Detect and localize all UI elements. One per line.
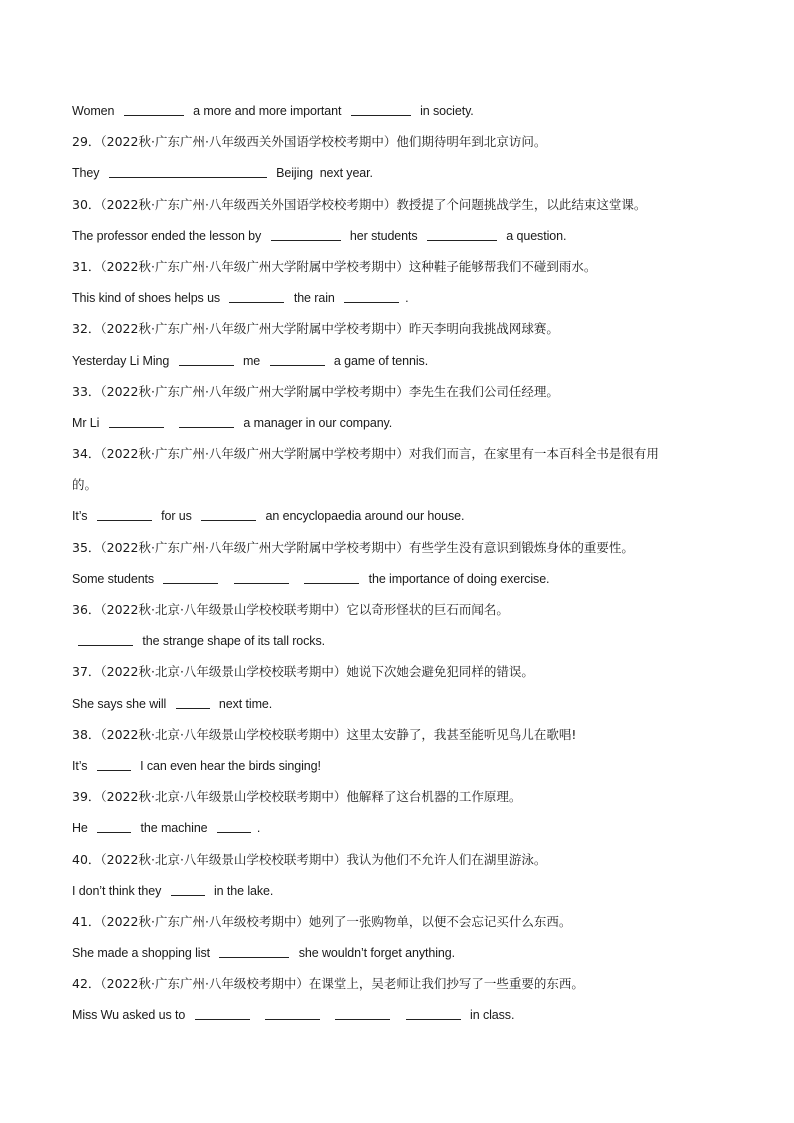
answer-blank[interactable] bbox=[109, 164, 267, 178]
sentence-fragment bbox=[295, 570, 298, 588]
sentence-fragment: She says she will bbox=[72, 696, 170, 711]
question-text: 39．（2022秋·北京·八年级景山学校校联考期中）他解释了这台机器的工作原理。 bbox=[72, 789, 522, 805]
sentence-fragment: a question. bbox=[502, 228, 567, 243]
sentence-fragment: an encyclopaedia around our house. bbox=[262, 509, 465, 524]
answer-blank[interactable] bbox=[201, 507, 256, 521]
answer-blank[interactable] bbox=[344, 289, 399, 303]
question-text: 29．（2022秋·广东广州·八年级西关外国语学校校考期中）他们期待明年到北京访问。 bbox=[72, 134, 547, 150]
sentence-fragment: a manager in our company. bbox=[240, 415, 393, 430]
question-text: 32．（2022秋·广东广州·八年级广州大学附属中学校考期中）昨天李明向我挑战网球赛。 bbox=[72, 321, 559, 337]
question-prompt bbox=[72, 133, 732, 164]
sentence-fragment: a more and more important bbox=[189, 104, 345, 118]
sentence-fragment bbox=[170, 414, 173, 432]
sentence-fragment: next time. bbox=[215, 696, 273, 711]
answer-blank[interactable] bbox=[217, 819, 251, 833]
sentence-fragment: It’s bbox=[72, 758, 91, 773]
sentence-fragment bbox=[326, 1006, 329, 1024]
question-prompt bbox=[72, 258, 732, 289]
sentence-fragment: He bbox=[72, 821, 92, 836]
question-text: 33．（2022秋·广东广州·八年级广州大学附属中学校考期中）李先生在我们公司任经理。 bbox=[72, 383, 559, 399]
sentence-fragment: in class. bbox=[466, 1008, 515, 1023]
sentence-fragment: Mr Li bbox=[72, 415, 103, 430]
answer-blank[interactable] bbox=[265, 1006, 320, 1020]
question-text: 34．（2022秋·广东广州·八年级广州大学附属中学校考期中）对我们而言，在家里有一本百科全书是很有用 bbox=[72, 446, 659, 462]
answer-blank[interactable] bbox=[124, 102, 184, 116]
sentence-fragment: the machine bbox=[137, 821, 211, 836]
question-prompt bbox=[72, 975, 732, 1006]
question-prompt bbox=[72, 320, 732, 351]
sentence-fragment: They bbox=[72, 166, 103, 181]
sentence-fragment bbox=[224, 570, 227, 588]
answer-blank[interactable] bbox=[234, 570, 289, 584]
sentence-fragment bbox=[396, 1006, 399, 1024]
sentence-fragment: . bbox=[405, 291, 409, 306]
question-text: 31．（2022秋·广东广州·八年级广州大学附属中学校考期中）这种鞋子能够帮我们不碰到雨水。 bbox=[72, 258, 597, 274]
answer-blank[interactable] bbox=[97, 819, 131, 833]
answer-sentence bbox=[72, 632, 732, 663]
answer-blank[interactable] bbox=[351, 102, 411, 116]
answer-sentence bbox=[72, 882, 732, 913]
sentence-fragment: in society. bbox=[416, 104, 474, 118]
question-prompt bbox=[72, 851, 732, 882]
sentence-fragment: the strange shape of its tall rocks. bbox=[139, 634, 325, 649]
sentence-fragment: I can even hear the birds singing! bbox=[136, 758, 321, 773]
answer-blank[interactable] bbox=[427, 227, 497, 241]
sentence-fragment: Some students bbox=[72, 571, 158, 586]
question-prompt bbox=[72, 476, 732, 507]
answer-blank[interactable] bbox=[78, 632, 133, 646]
question-prompt bbox=[72, 726, 732, 757]
sentence-fragment: Beijing next year. bbox=[272, 166, 373, 181]
answer-sentence bbox=[72, 695, 732, 726]
answer-blank[interactable] bbox=[163, 570, 218, 584]
sentence-fragment: Miss Wu asked us to bbox=[72, 1008, 189, 1023]
sentence-fragment: She made a shopping list bbox=[72, 946, 214, 961]
question-prompt bbox=[72, 788, 732, 819]
answer-sentence bbox=[72, 507, 732, 538]
answer-blank[interactable] bbox=[109, 414, 164, 428]
question-text: 40．（2022秋·北京·八年级景山学校校联考期中）我认为他们不允许人们在湖里游泳。 bbox=[72, 851, 547, 867]
sentence-fragment: in the lake. bbox=[210, 883, 274, 898]
sentence-fragment: me bbox=[239, 353, 264, 368]
answer-blank[interactable] bbox=[179, 352, 234, 366]
answer-sentence bbox=[72, 227, 732, 258]
question-prompt bbox=[72, 539, 732, 570]
sentence-fragment: her students bbox=[346, 228, 421, 243]
question-text: 37．（2022秋·北京·八年级景山学校校联考期中）她说下次她会避免犯同样的错误。 bbox=[72, 664, 534, 680]
answer-blank[interactable] bbox=[406, 1006, 461, 1020]
question-text: 42．（2022秋·广东广州·八年级校考期中）在课堂上，吴老师让我们抄写了一些重要的东西。 bbox=[72, 976, 584, 992]
sentence-fragment: Yesterday Li Ming bbox=[72, 353, 173, 368]
sentence-fragment: for us bbox=[157, 509, 196, 524]
worksheet-page bbox=[72, 102, 732, 1038]
question-prompt bbox=[72, 445, 732, 476]
sentence-fragment: . bbox=[256, 821, 261, 836]
question-text: 35．（2022秋·广东广州·八年级广州大学附属中学校考期中）有些学生没有意识到锻炼身体的重要性。 bbox=[72, 539, 634, 555]
answer-sentence bbox=[72, 164, 732, 195]
question-prompt bbox=[72, 913, 732, 944]
sentence-fragment: Women bbox=[72, 104, 118, 118]
answer-blank[interactable] bbox=[270, 352, 325, 366]
question-prompt bbox=[72, 383, 732, 414]
sentence-fragment bbox=[256, 1006, 259, 1024]
answer-sentence bbox=[72, 352, 732, 383]
answer-sentence bbox=[72, 570, 732, 601]
answer-sentence bbox=[72, 289, 732, 320]
answer-sentence bbox=[72, 757, 732, 788]
answer-blank[interactable] bbox=[271, 227, 341, 241]
answer-blank[interactable] bbox=[229, 289, 284, 303]
question-prompt bbox=[72, 196, 732, 227]
answer-sentence bbox=[72, 102, 732, 133]
answer-sentence bbox=[72, 944, 732, 975]
sentence-fragment: The professor ended the lesson by bbox=[72, 228, 265, 243]
sentence-fragment: This kind of shoes helps us bbox=[72, 291, 224, 306]
answer-blank[interactable] bbox=[97, 757, 131, 771]
answer-blank[interactable] bbox=[176, 695, 210, 709]
sentence-fragment: the importance of doing exercise. bbox=[365, 571, 550, 586]
sentence-fragment: a game of tennis. bbox=[330, 353, 429, 368]
question-text: 41．（2022秋·广东广州·八年级校考期中）她列了一张购物单，以便不会忘记买什么东西。 bbox=[72, 913, 572, 929]
answer-sentence bbox=[72, 819, 732, 850]
answer-sentence bbox=[72, 1006, 732, 1037]
question-prompt bbox=[72, 663, 732, 694]
question-text: 36．（2022秋·北京·八年级景山学校校联考期中）它以奇形怪状的巨石而闻名。 bbox=[72, 602, 509, 617]
sentence-fragment: the rain bbox=[290, 291, 339, 306]
answer-blank[interactable] bbox=[219, 944, 289, 958]
answer-blank[interactable] bbox=[304, 570, 359, 584]
answer-blank[interactable] bbox=[171, 882, 205, 896]
question-text: 30．（2022秋·广东广州·八年级西关外国语学校校考期中）教授提了个问题挑战学生，以此结束这堂课。 bbox=[72, 196, 647, 212]
sentence-fragment: she wouldn’t forget anything. bbox=[295, 946, 455, 961]
answer-blank[interactable] bbox=[179, 414, 234, 428]
answer-blank[interactable] bbox=[97, 507, 152, 521]
answer-blank[interactable] bbox=[195, 1006, 250, 1020]
question-prompt bbox=[72, 601, 732, 632]
answer-blank[interactable] bbox=[335, 1006, 390, 1020]
question-text: 的。 bbox=[72, 477, 98, 493]
sentence-fragment: I don’t think they bbox=[72, 883, 165, 898]
sentence-fragment: It’s bbox=[72, 509, 91, 524]
answer-sentence bbox=[72, 414, 732, 445]
question-text: 38．（2022秋·北京·八年级景山学校校联考期中）这里太安静了，我甚至能听见鸟儿在歌唱! bbox=[72, 726, 577, 742]
